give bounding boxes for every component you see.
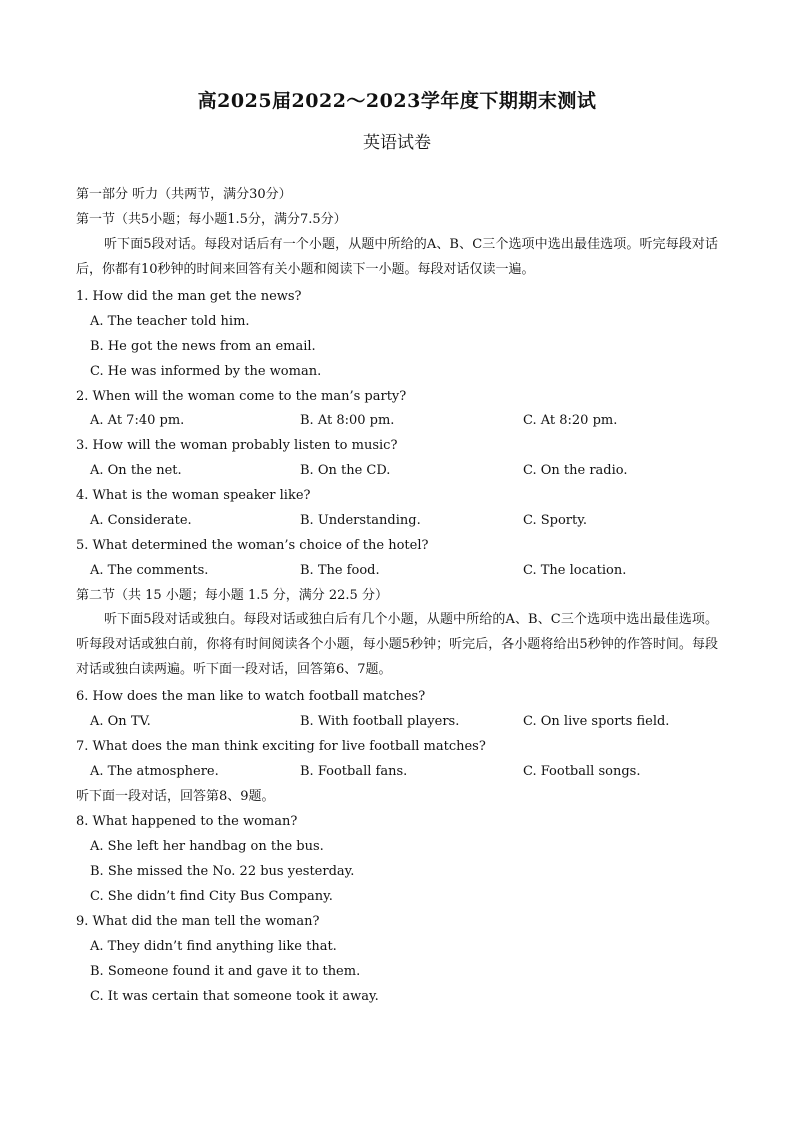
question-2-option-b: B. At 8:00 pm. bbox=[300, 413, 395, 428]
page-title: 高2025届2022～2023学年度下期期末测试 bbox=[197, 90, 597, 112]
section2-heading: 第二节（共 15 小题；每小题 1.5 分，满分 22.5 分） bbox=[76, 588, 388, 603]
question-8-option-b: B. She missed the No. 22 bus yesterday. bbox=[90, 864, 355, 879]
question-3-option-c: C. On the radio. bbox=[523, 463, 628, 478]
question-1-option-a: A. The teacher told him. bbox=[90, 314, 250, 329]
page-subtitle: 英语试卷 bbox=[363, 133, 431, 153]
question-3-option-b: B. On the CD. bbox=[300, 463, 391, 478]
question-8-option-a: A. She left her handbag on the bus. bbox=[90, 839, 324, 854]
question-7-option-c: C. Football songs. bbox=[523, 764, 641, 779]
question-4-stem: 4. What is the woman speaker like? bbox=[76, 488, 311, 503]
question-2-stem: 2. When will the woman come to the man’s party? bbox=[76, 389, 407, 404]
part1-heading: 第一部分 听力（共两节，满分30分） bbox=[76, 187, 292, 202]
question-9-option-a: A. They didn’t find anything like that. bbox=[90, 939, 337, 954]
question-4-option-b: B. Understanding. bbox=[300, 513, 421, 528]
question-5-stem: 5. What determined the woman’s choice of the hotel? bbox=[76, 538, 429, 553]
section2-instructions: 听下面5段对话或独白。每段对话或独白后有几个小题，从题中所给的A、B、C三个选项中选出最佳选项。听每段对话或独白前，你将有时间阅读各个小题，每小题5秒钟；听完后，各小题将给出5秒钟的作答时间。每段对话或独白读两遍。听下面一段对话，回答第6、7题。 bbox=[76, 612, 718, 677]
question-4-option-c: C. Sporty. bbox=[523, 513, 587, 528]
question-9-stem: 9. What did the man tell the woman? bbox=[76, 914, 320, 929]
section2-note-8-9: 听下面一段对话，回答第8、9题。 bbox=[76, 789, 275, 804]
question-7-option-a: A. The atmosphere. bbox=[90, 764, 219, 779]
question-7-stem: 7. What does the man think exciting for live football matches? bbox=[76, 739, 486, 754]
question-3-stem: 3. How will the woman probably listen to music? bbox=[76, 438, 398, 453]
question-4-option-a: A. Considerate. bbox=[90, 513, 192, 528]
question-7-option-b: B. Football fans. bbox=[300, 764, 408, 779]
question-2-option-c: C. At 8:20 pm. bbox=[523, 413, 618, 428]
question-1-option-c: C. He was informed by the woman. bbox=[90, 364, 322, 379]
question-5-option-a: A. The comments. bbox=[90, 563, 209, 578]
question-9-option-b: B. Someone found it and gave it to them. bbox=[90, 964, 361, 979]
section1-heading: 第一节（共5小题；每小题1.5分，满分7.5分） bbox=[76, 212, 347, 227]
question-6-stem: 6. How does the man like to watch football matches? bbox=[76, 689, 426, 704]
question-5-option-b: B. The food. bbox=[300, 563, 380, 578]
question-2-option-a: A. At 7:40 pm. bbox=[90, 413, 185, 428]
question-1-stem: 1. How did the man get the news? bbox=[76, 289, 302, 304]
question-6-option-b: B. With football players. bbox=[300, 714, 460, 729]
question-3-option-a: A. On the net. bbox=[90, 463, 182, 478]
question-6-option-a: A. On TV. bbox=[90, 714, 151, 729]
section1-instructions: 听下面5段对话。每段对话后有一个小题，从题中所给的A、B、C三个选项中选出最佳选项。听完每段对话后，你都有10秒钟的时间来回答有关小题和阅读下一小题。每段对话仅读一遍。 bbox=[76, 237, 718, 277]
question-5-option-c: C. The location. bbox=[523, 563, 627, 578]
question-9-option-c: C. It was certain that someone took it away. bbox=[90, 989, 379, 1004]
question-6-option-c: C. On live sports field. bbox=[523, 714, 670, 729]
question-1-option-b: B. He got the news from an email. bbox=[90, 339, 316, 354]
question-8-stem: 8. What happened to the woman? bbox=[76, 814, 298, 829]
question-8-option-c: C. She didn’t find City Bus Company. bbox=[90, 889, 333, 904]
